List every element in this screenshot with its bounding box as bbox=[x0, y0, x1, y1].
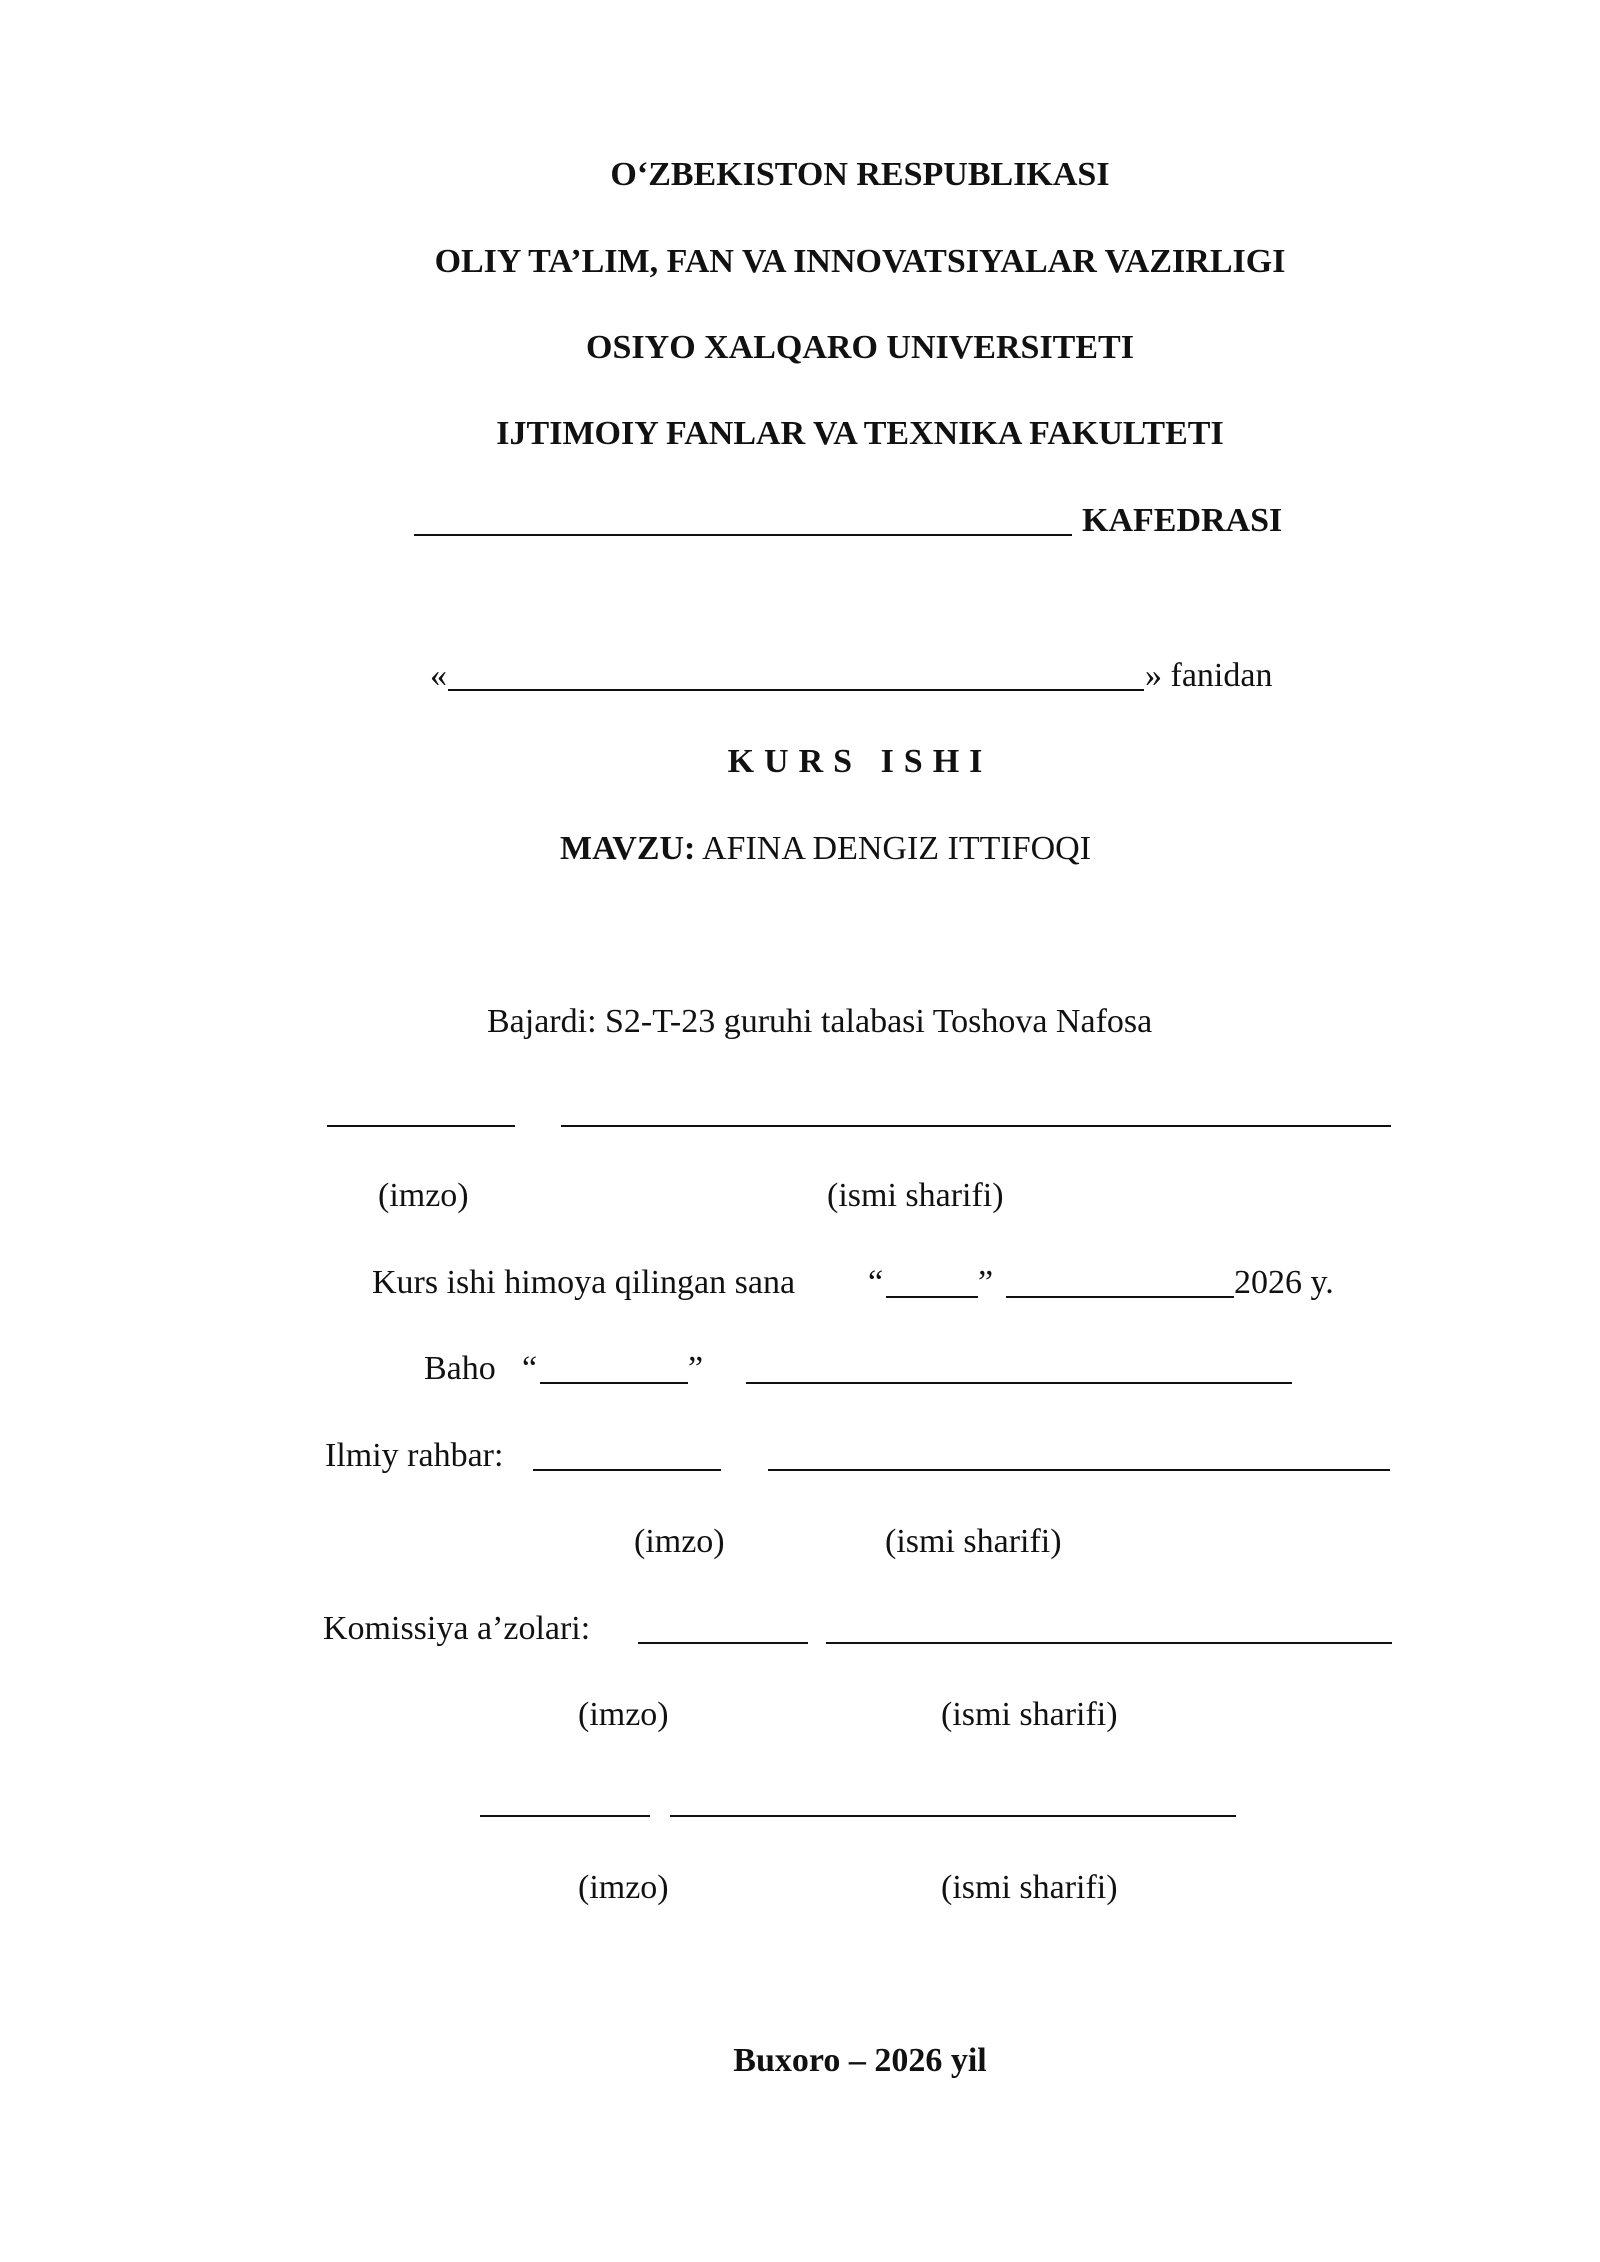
grade-open-quote: “ bbox=[522, 1350, 538, 1387]
commission-signature-blank-2 bbox=[480, 1815, 650, 1817]
performer-text: Bajardi: S2-T-23 guruhi talabasi Toshova Nafosa bbox=[487, 1003, 1153, 1040]
work-type-title: KURS ISHI bbox=[727, 743, 993, 780]
performer-signature-caption: (imzo) bbox=[378, 1177, 469, 1214]
faculty-title: IJTIMOIY FANLAR VA TEXNIKA FAKULTETI bbox=[496, 415, 1224, 452]
city-year: Buxoro – 2026 yil bbox=[733, 2042, 987, 2079]
topic-value: AFINA DENGIZ ITTIFOQI bbox=[702, 830, 1092, 867]
commission-name-caption-2: (ismi sharifi) bbox=[941, 1869, 1118, 1906]
kafedra-name-blank bbox=[414, 534, 1072, 536]
subject-name-blank bbox=[448, 689, 1144, 691]
performer-name-blank bbox=[561, 1125, 1391, 1127]
grade-value-blank bbox=[540, 1382, 688, 1384]
supervisor-name-blank bbox=[768, 1469, 1390, 1471]
defense-open-quote: “ bbox=[868, 1264, 884, 1301]
commission-name-blank-2 bbox=[670, 1815, 1236, 1817]
defense-label: Kurs ishi himoya qilingan sana bbox=[372, 1264, 796, 1301]
ministry-title: OLIY TA’LIM, FAN VA INNOVATSIYALAR VAZIRLIGI bbox=[434, 243, 1286, 280]
defense-close-quote: ” bbox=[978, 1264, 994, 1301]
supervisor-label: Ilmiy rahbar: bbox=[325, 1437, 504, 1474]
commission-signature-caption-2: (imzo) bbox=[578, 1869, 669, 1906]
country-title: O‘ZBEKISTON RESPUBLIKASI bbox=[610, 156, 1110, 193]
performer-name-caption: (ismi sharifi) bbox=[827, 1177, 1004, 1214]
supervisor-signature-blank bbox=[533, 1469, 721, 1471]
kafedra-label: KAFEDRASI bbox=[1082, 502, 1283, 539]
grade-words-blank bbox=[746, 1382, 1292, 1384]
commission-signature-blank-1 bbox=[638, 1642, 808, 1644]
performer-signature-blank bbox=[327, 1125, 515, 1127]
topic-line bbox=[560, 829, 1091, 869]
defense-month-blank bbox=[1006, 1296, 1234, 1298]
grade-label: Baho bbox=[424, 1350, 496, 1387]
defense-year: 2026 y. bbox=[1234, 1264, 1334, 1301]
supervisor-signature-caption: (imzo) bbox=[634, 1523, 725, 1560]
commission-signature-caption-1: (imzo) bbox=[578, 1696, 669, 1733]
commission-name-caption-1: (ismi sharifi) bbox=[941, 1696, 1118, 1733]
defense-day-blank bbox=[886, 1296, 978, 1298]
grade-close-quote: ” bbox=[688, 1350, 704, 1387]
university-title: OSIYO XALQARO UNIVERSITETI bbox=[586, 329, 1134, 366]
topic-label: MAVZU: bbox=[560, 830, 696, 867]
supervisor-name-caption: (ismi sharifi) bbox=[885, 1523, 1062, 1560]
subject-open-quote: « bbox=[430, 657, 447, 694]
commission-label: Komissiya a’zolari: bbox=[323, 1610, 591, 1647]
subject-suffix: » fanidan bbox=[1145, 657, 1273, 694]
commission-name-blank-1 bbox=[826, 1642, 1392, 1644]
